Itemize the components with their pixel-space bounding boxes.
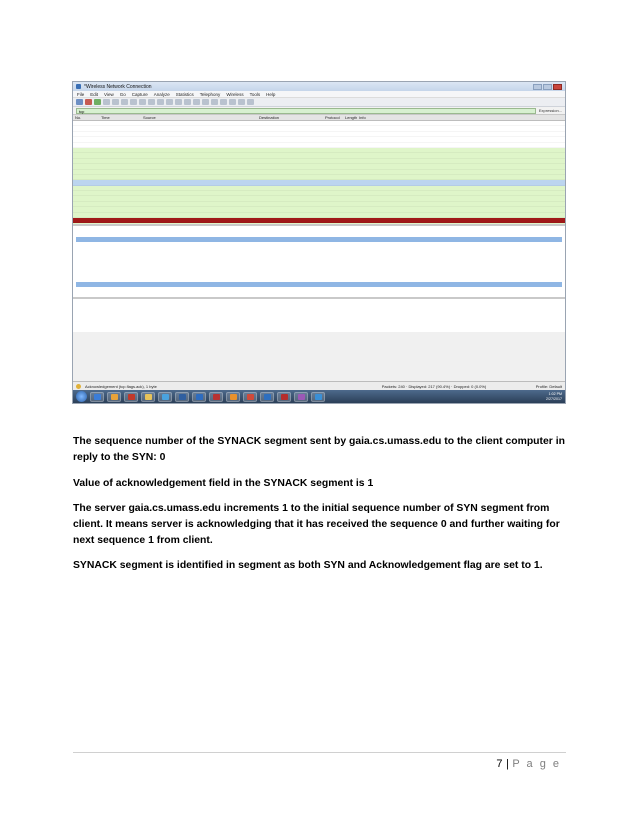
menu-analyze[interactable]: Analyze — [153, 91, 170, 97]
menu-bar — [73, 91, 565, 98]
detail-line[interactable] — [76, 287, 562, 292]
page-footer — [496, 758, 561, 770]
column-length[interactable]: Length — [345, 115, 357, 120]
menu-wireless[interactable]: Wireless — [226, 91, 244, 97]
taskbar-app-icon[interactable] — [226, 392, 240, 402]
autoscroll-icon[interactable] — [202, 99, 209, 105]
colorize-icon[interactable] — [211, 99, 218, 105]
column-no[interactable]: No. — [75, 115, 82, 120]
status-bar — [73, 381, 565, 390]
close-file-icon[interactable] — [130, 99, 137, 105]
page-number: 7 — [496, 758, 503, 770]
taskbar-app-icon[interactable] — [107, 392, 121, 402]
page-label: P a g e — [512, 758, 561, 770]
taskbar-app-icon[interactable] — [158, 392, 172, 402]
column-destination[interactable]: Destination — [259, 115, 280, 120]
find-icon[interactable] — [148, 99, 155, 105]
close-icon[interactable] — [553, 84, 562, 90]
menu-tools[interactable]: Tools — [249, 91, 261, 97]
clock-date: 2/27/2017 — [546, 396, 562, 401]
start-capture-icon[interactable] — [76, 99, 83, 105]
taskbar-app-icon[interactable] — [243, 392, 257, 402]
packet-list — [73, 121, 565, 224]
zoom-out-icon[interactable] — [229, 99, 236, 105]
restart-capture-icon[interactable] — [94, 99, 101, 105]
first-packet-icon[interactable] — [184, 99, 191, 105]
column-protocol[interactable]: Protocol — [325, 115, 340, 120]
column-source[interactable]: Source — [143, 115, 156, 120]
taskbar-app-icon[interactable] — [124, 392, 138, 402]
resize-columns-icon[interactable] — [247, 99, 254, 105]
column-info[interactable]: Info — [359, 115, 366, 120]
expert-info-icon[interactable] — [76, 384, 81, 389]
taskbar-app-icon[interactable] — [311, 392, 325, 402]
status-field-info: Acknowledgement (tcp.flags.ack), 1 byte — [85, 383, 157, 389]
start-button-icon[interactable] — [76, 391, 87, 402]
menu-help[interactable]: Help — [266, 91, 276, 97]
menu-file[interactable]: File — [77, 91, 85, 97]
taskbar-app-icon[interactable] — [90, 392, 104, 402]
status-packet-counts: Packets: 240 · Displayed: 217 (90.4%) · Dropped: 0 (0.0%) — [381, 383, 487, 389]
forward-icon[interactable] — [166, 99, 173, 105]
maximize-icon[interactable] — [543, 84, 552, 90]
wireshark-screenshot — [72, 81, 566, 404]
windows-taskbar — [73, 390, 565, 403]
menu-capture[interactable]: Capture — [131, 91, 148, 97]
expression-button[interactable]: Expression... — [538, 108, 562, 113]
answer-ack-value: Value of acknowledgement field in the SYNACK segment is 1 — [73, 478, 374, 489]
system-clock[interactable] — [546, 392, 562, 401]
reload-icon[interactable] — [139, 99, 146, 105]
packet-details-pane — [73, 224, 565, 297]
taskbar-app-icon[interactable] — [260, 392, 274, 402]
display-filter-bar — [73, 107, 565, 115]
window-controls — [533, 84, 562, 90]
window-titlebar — [73, 82, 565, 91]
answer-explanation: The server gaia.cs.umass.edu increments 1 to the initial sequence number of SYN segment from client. It means server is acknowledging that it has received the sequence 0 and further waiting for next sequence 1 from client. — [73, 503, 560, 546]
zoom-in-icon[interactable] — [220, 99, 227, 105]
answer-sequence-number: The sequence number of the SYNACK segment sent by gaia.cs.umass.edu to the client computer in reply to the SYN: 0 — [73, 436, 565, 463]
menu-statistics[interactable]: Statistics — [175, 91, 194, 97]
clock-time: 1:02 PM — [548, 392, 562, 397]
taskbar-app-icon[interactable] — [141, 392, 155, 402]
answer-synack-identification: SYNACK segment is identified in segment as both SYN and Acknowledgement flag are set to 1. — [73, 560, 543, 571]
window-title: *Wireless Network Connection — [84, 83, 152, 90]
goto-icon[interactable] — [175, 99, 182, 105]
wireshark-icon — [76, 84, 81, 89]
save-file-icon[interactable] — [121, 99, 128, 105]
status-profile[interactable]: Profile: Default — [535, 383, 562, 389]
minimize-icon[interactable] — [533, 84, 542, 90]
taskbar-app-icon[interactable] — [294, 392, 308, 402]
display-filter-input[interactable]: tcp — [76, 108, 536, 114]
main-toolbar — [73, 98, 565, 107]
taskbar-app-icon[interactable] — [277, 392, 291, 402]
footer-separator: | — [505, 758, 510, 770]
options-icon[interactable] — [103, 99, 110, 105]
column-time[interactable]: Time — [101, 115, 110, 120]
footer-divider — [73, 752, 566, 753]
menu-go[interactable]: Go — [119, 91, 126, 97]
menu-telephony[interactable]: Telephony — [199, 91, 221, 97]
open-file-icon[interactable] — [112, 99, 119, 105]
stop-capture-icon[interactable] — [85, 99, 92, 105]
taskbar-app-icon[interactable] — [175, 392, 189, 402]
menu-edit[interactable]: Edit — [90, 91, 99, 97]
hex-line[interactable] — [76, 317, 562, 321]
zoom-reset-icon[interactable] — [238, 99, 245, 105]
menu-view[interactable]: View — [104, 91, 114, 97]
taskbar-app-icon[interactable] — [209, 392, 223, 402]
back-icon[interactable] — [157, 99, 164, 105]
taskbar-app-icon[interactable] — [192, 392, 206, 402]
packet-bytes-pane — [73, 297, 565, 332]
last-packet-icon[interactable] — [193, 99, 200, 105]
